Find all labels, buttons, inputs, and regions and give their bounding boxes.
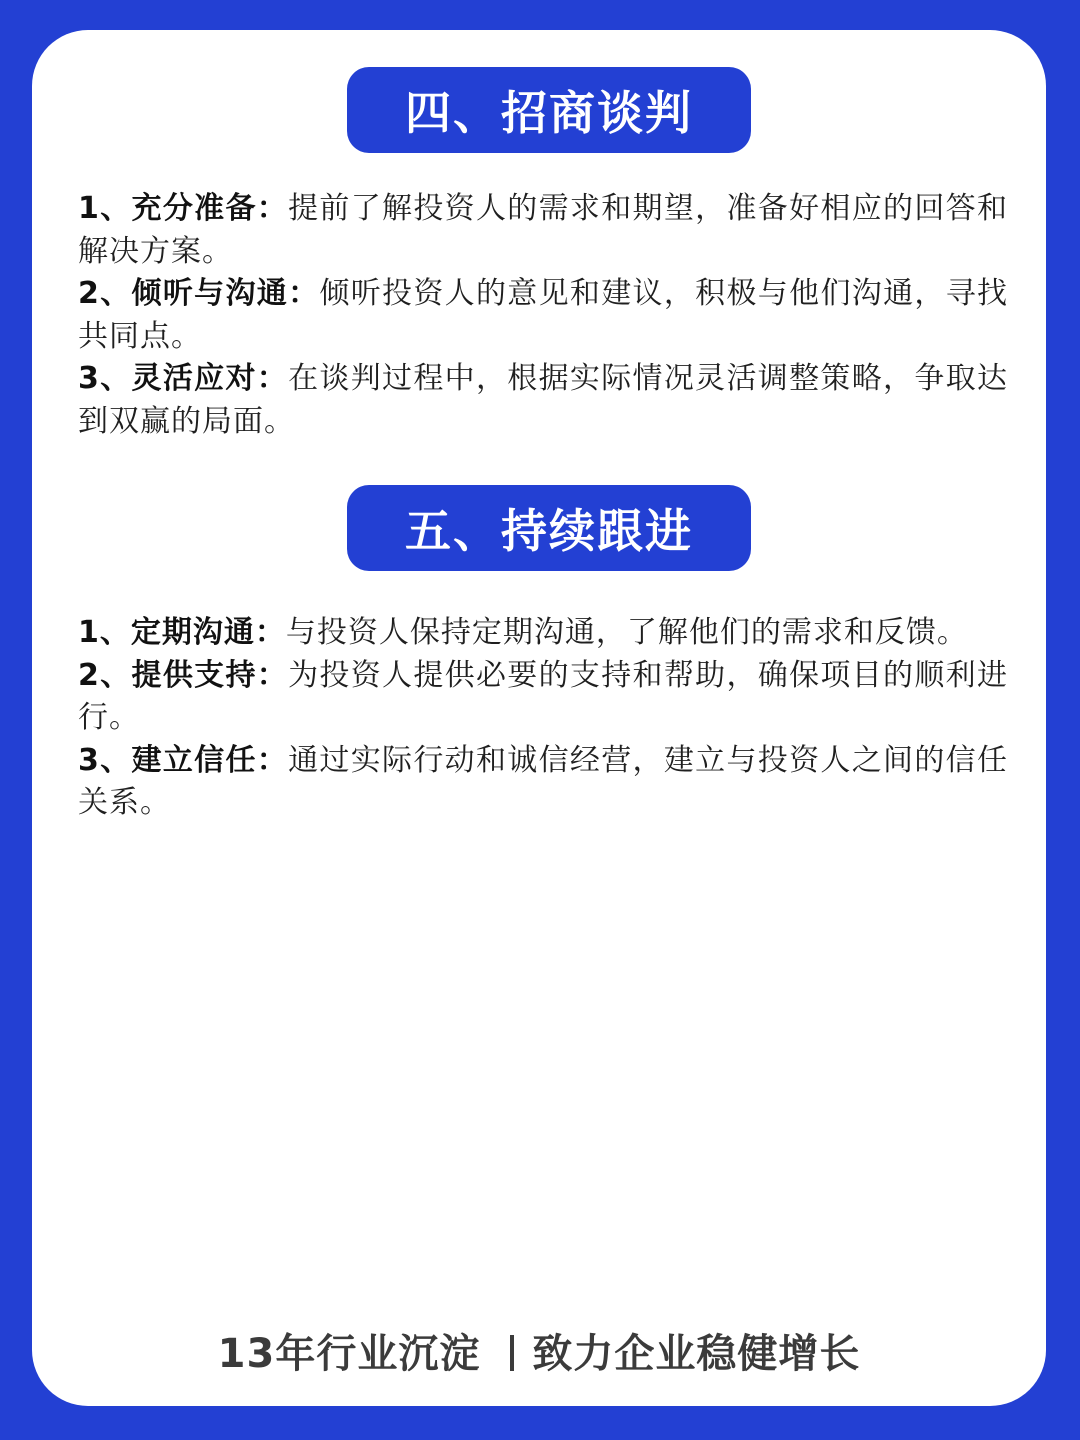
list-item [78, 358, 1008, 443]
list-item [78, 740, 1008, 825]
footer-right-text: 致力企业稳健增长 [532, 1331, 861, 1377]
item-text: 倾听投资人的意见和建议，积极与他们沟通，寻找共同点。 [78, 276, 1009, 354]
follow-up-list [78, 612, 1008, 825]
section-title: 四、招商谈判 [405, 86, 693, 140]
item-text: 通过实际行动和诚信经营，建立与投资人之间的信任关系。 [78, 742, 1008, 820]
item-label: 2、提供支持： [78, 657, 289, 693]
section-header-negotiation [347, 67, 751, 153]
list-item [78, 188, 1008, 273]
item-label: 1、定期沟通： [78, 615, 286, 650]
item-label: 3、灵活应对： [78, 361, 289, 396]
negotiation-list [78, 188, 1008, 443]
list-item [78, 655, 1008, 740]
list-item [78, 273, 1008, 358]
item-text: 在谈判过程中，根据实际情况灵活调整策略，争取达到双赢的局面。 [78, 361, 1008, 439]
footer-divider [510, 1335, 514, 1371]
section-header-follow-up [347, 485, 751, 571]
item-label: 1、充分准备： [78, 191, 289, 226]
list-item [78, 612, 1008, 655]
item-text: 为投资人提供必要的支持和帮助，确保项目的顺利进行。 [78, 657, 1008, 735]
section-title: 五、持续跟进 [405, 504, 693, 558]
item-label: 3、建立信任： [78, 742, 289, 778]
content-card [32, 30, 1046, 1406]
item-text: 与投资人保持定期沟通，了解他们的需求和反馈。 [285, 615, 968, 650]
footer-slogan [32, 1322, 1046, 1379]
item-label: 2、倾听与沟通： [78, 276, 320, 311]
item-text: 提前了解投资人的需求和期望，准备好相应的回答和解决方案。 [78, 191, 1008, 269]
footer-left-text: 13年行业沉淀 [217, 1331, 481, 1377]
